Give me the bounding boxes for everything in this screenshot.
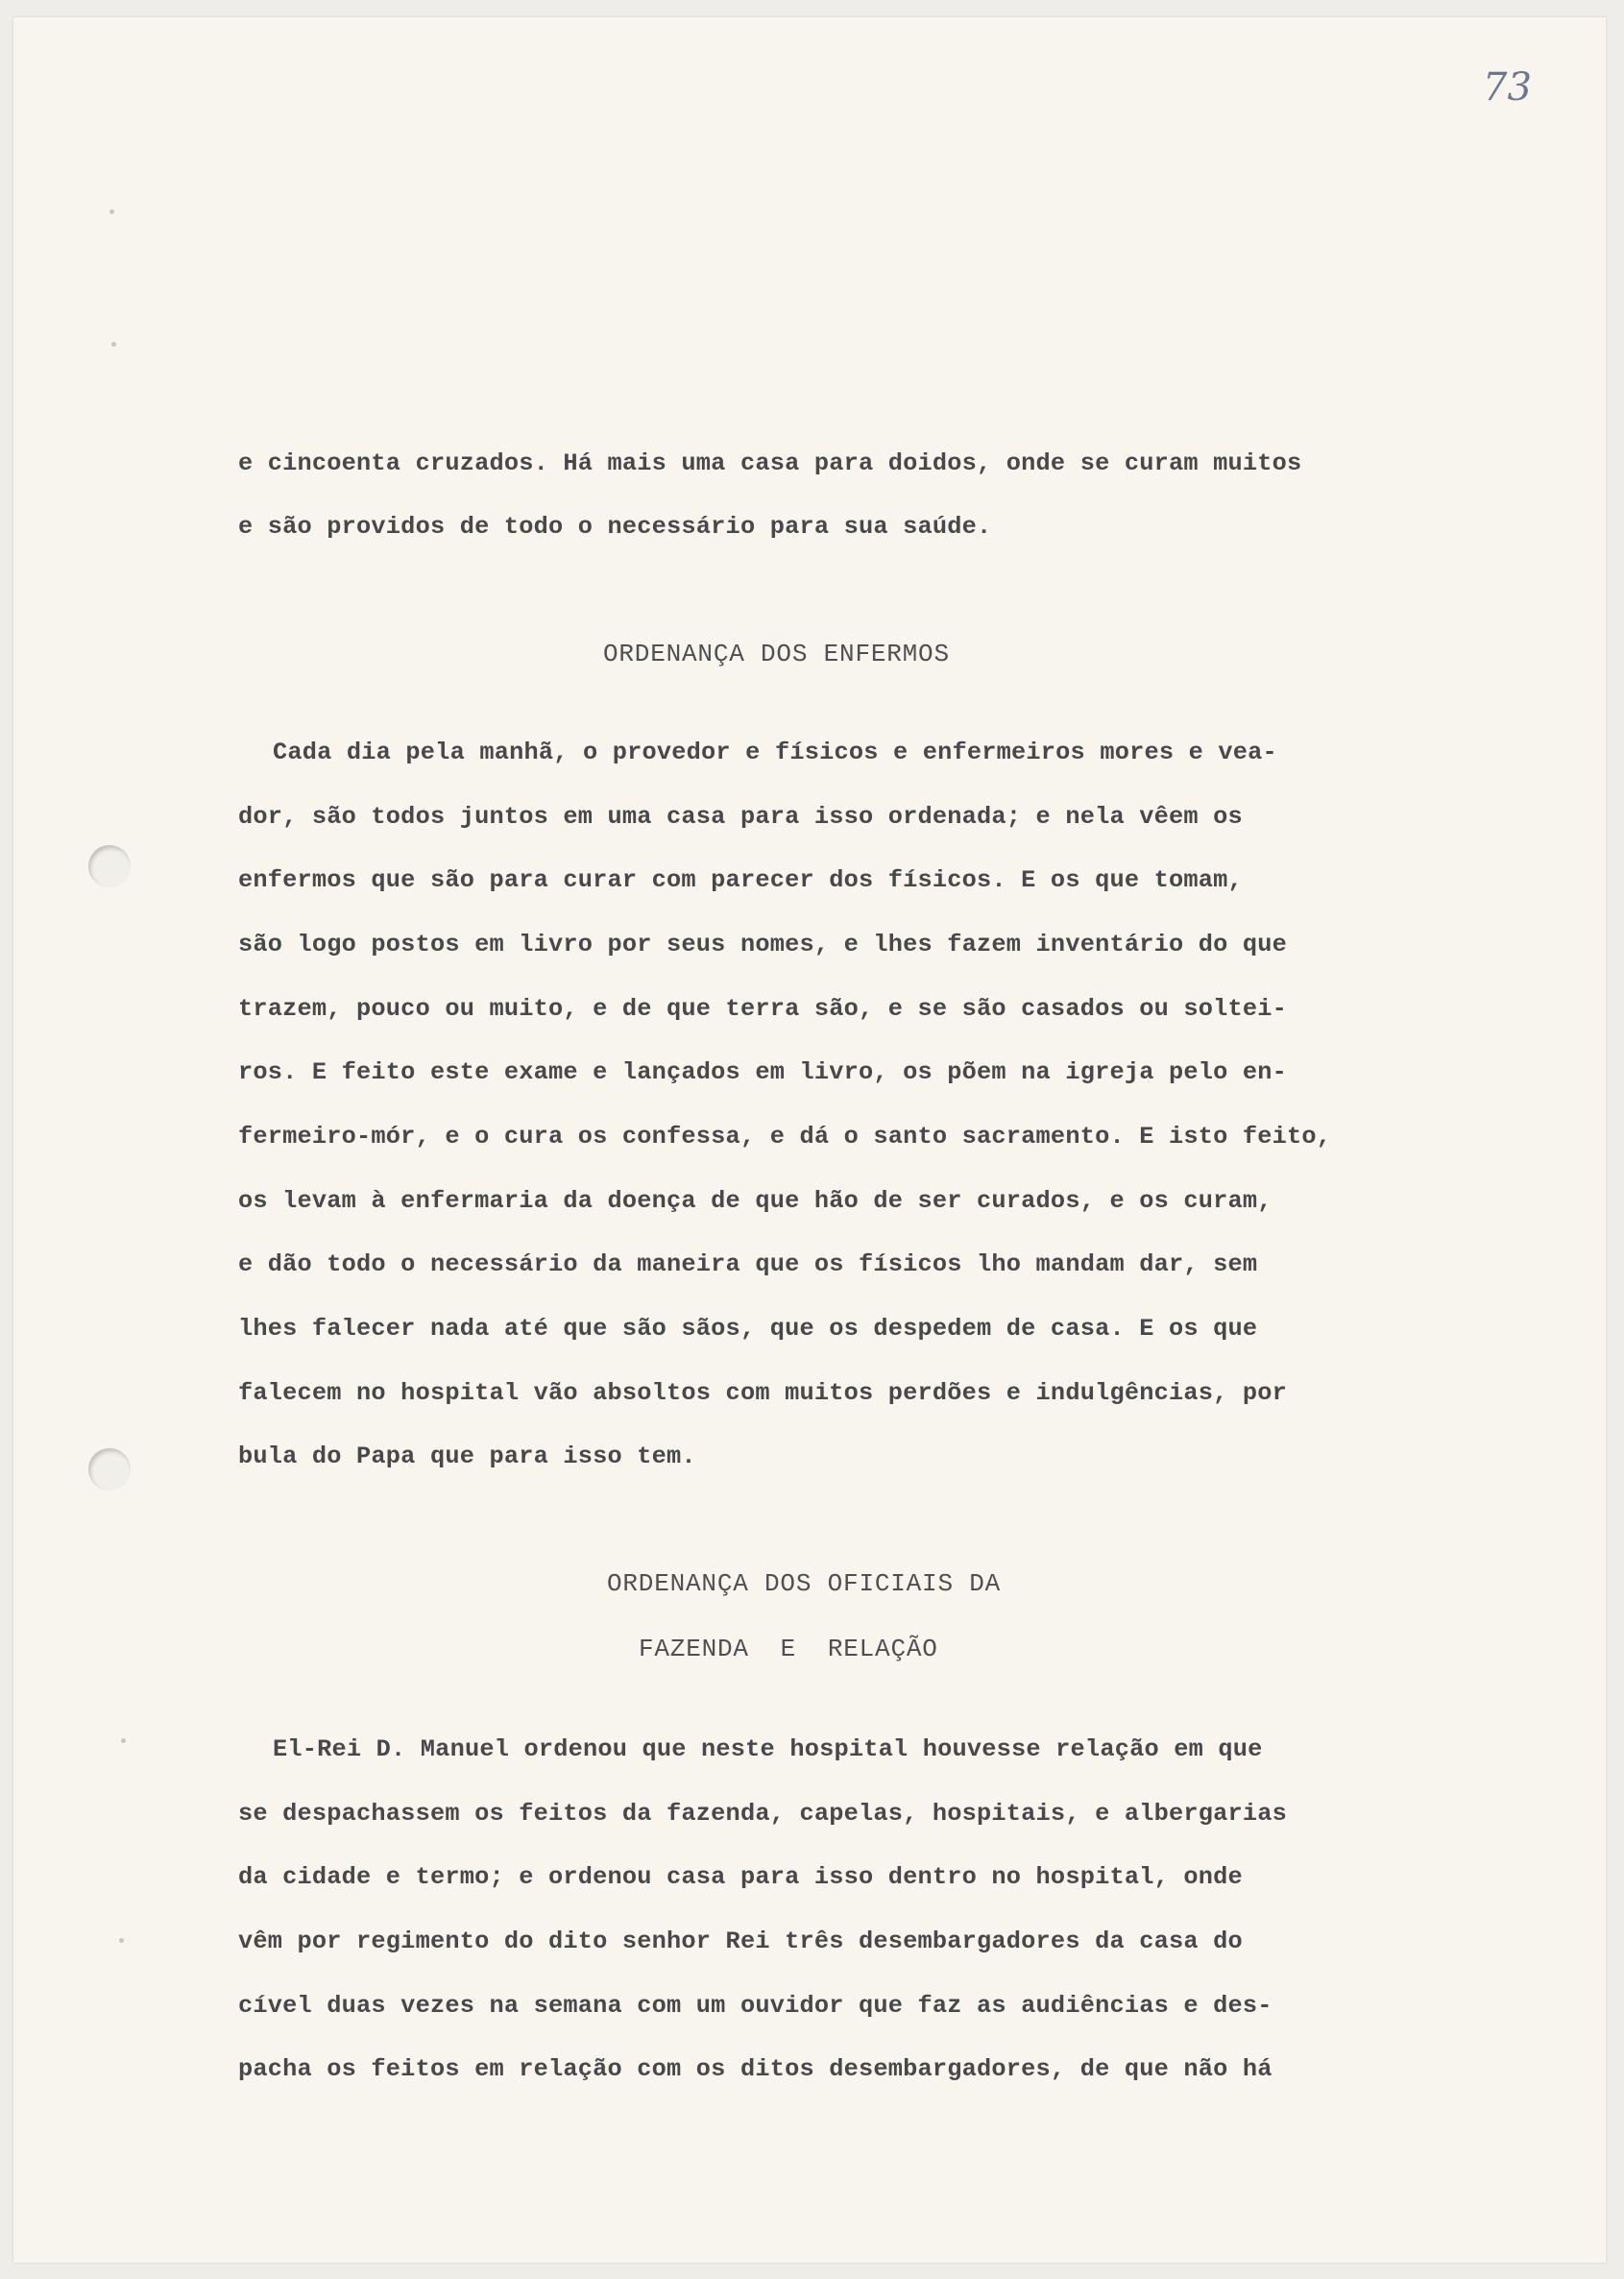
text-line: enfermos que são para curar com parecer dos físicos. E os que tomam, [238, 866, 1243, 894]
text-line: Cada dia pela manhã, o provedor e físicos e enfermeiros mores e vea- [273, 739, 1277, 766]
text-line: e são providos de todo o necessário para sua saúde. [238, 513, 992, 541]
paper-speck [111, 342, 116, 347]
text-line: dor, são todos juntos em uma casa para isso ordenada; e nela vêem os [238, 803, 1243, 831]
section-heading: ORDENANÇA DOS OFICIAIS DA [607, 1569, 1002, 1598]
paper-speck [109, 209, 114, 214]
paper-speck [119, 1938, 124, 1943]
text-line: El-Rei D. Manuel ordenou que neste hospital houvesse relação em que [273, 1735, 1263, 1763]
text-line: falecem no hospital vão absoltos com muitos perdões e indulgências, por [238, 1379, 1288, 1407]
text-line: se despachassem os feitos da fazenda, capelas, hospitais, e albergarias [238, 1800, 1288, 1828]
text-line: os levam à enfermaria da doença de que hão de ser curados, e os curam, [238, 1187, 1273, 1215]
punch-hole [88, 1448, 131, 1491]
text-line: trazem, pouco ou muito, e de que terra são, e se são casados ou soltei- [238, 995, 1288, 1023]
document-page [13, 17, 1606, 2263]
text-line: fermeiro-mór, e o cura os confessa, e dá o santo sacramento. E isto feito, [238, 1123, 1332, 1151]
text-line: ros. E feito este exame e lançados em livro, os põem na igreja pelo en- [238, 1058, 1288, 1086]
text-line: cível duas vezes na semana com um ouvidor que faz as audiências e des- [238, 1992, 1273, 2020]
punch-hole [88, 845, 131, 887]
text-line: pacha os feitos em relação com os ditos desembargadores, de que não há [238, 2055, 1273, 2083]
section-heading: ORDENANÇA DOS ENFERMOS [603, 640, 950, 668]
text-line: vêm por regimento do dito senhor Rei três desembargadores da casa do [238, 1927, 1243, 1955]
text-line: e dão todo o necessário da maneira que os físicos lho mandam dar, sem [238, 1250, 1258, 1278]
paper-speck [121, 1738, 126, 1743]
text-line: da cidade e termo; e ordenou casa para isso dentro no hospital, onde [238, 1863, 1243, 1891]
text-line: bula do Papa que para isso tem. [238, 1443, 696, 1470]
text-line: lhes falecer nada até que são sãos, que os despedem de casa. E os que [238, 1315, 1258, 1343]
section-heading: FAZENDA E RELAÇÃO [639, 1635, 938, 1663]
text-line: e cincoenta cruzados. Há mais uma casa para doidos, onde se curam muitos [238, 449, 1302, 477]
page-number: 73 [1483, 65, 1532, 109]
text-line: são logo postos em livro por seus nomes, e lhes fazem inventário do que [238, 931, 1288, 958]
